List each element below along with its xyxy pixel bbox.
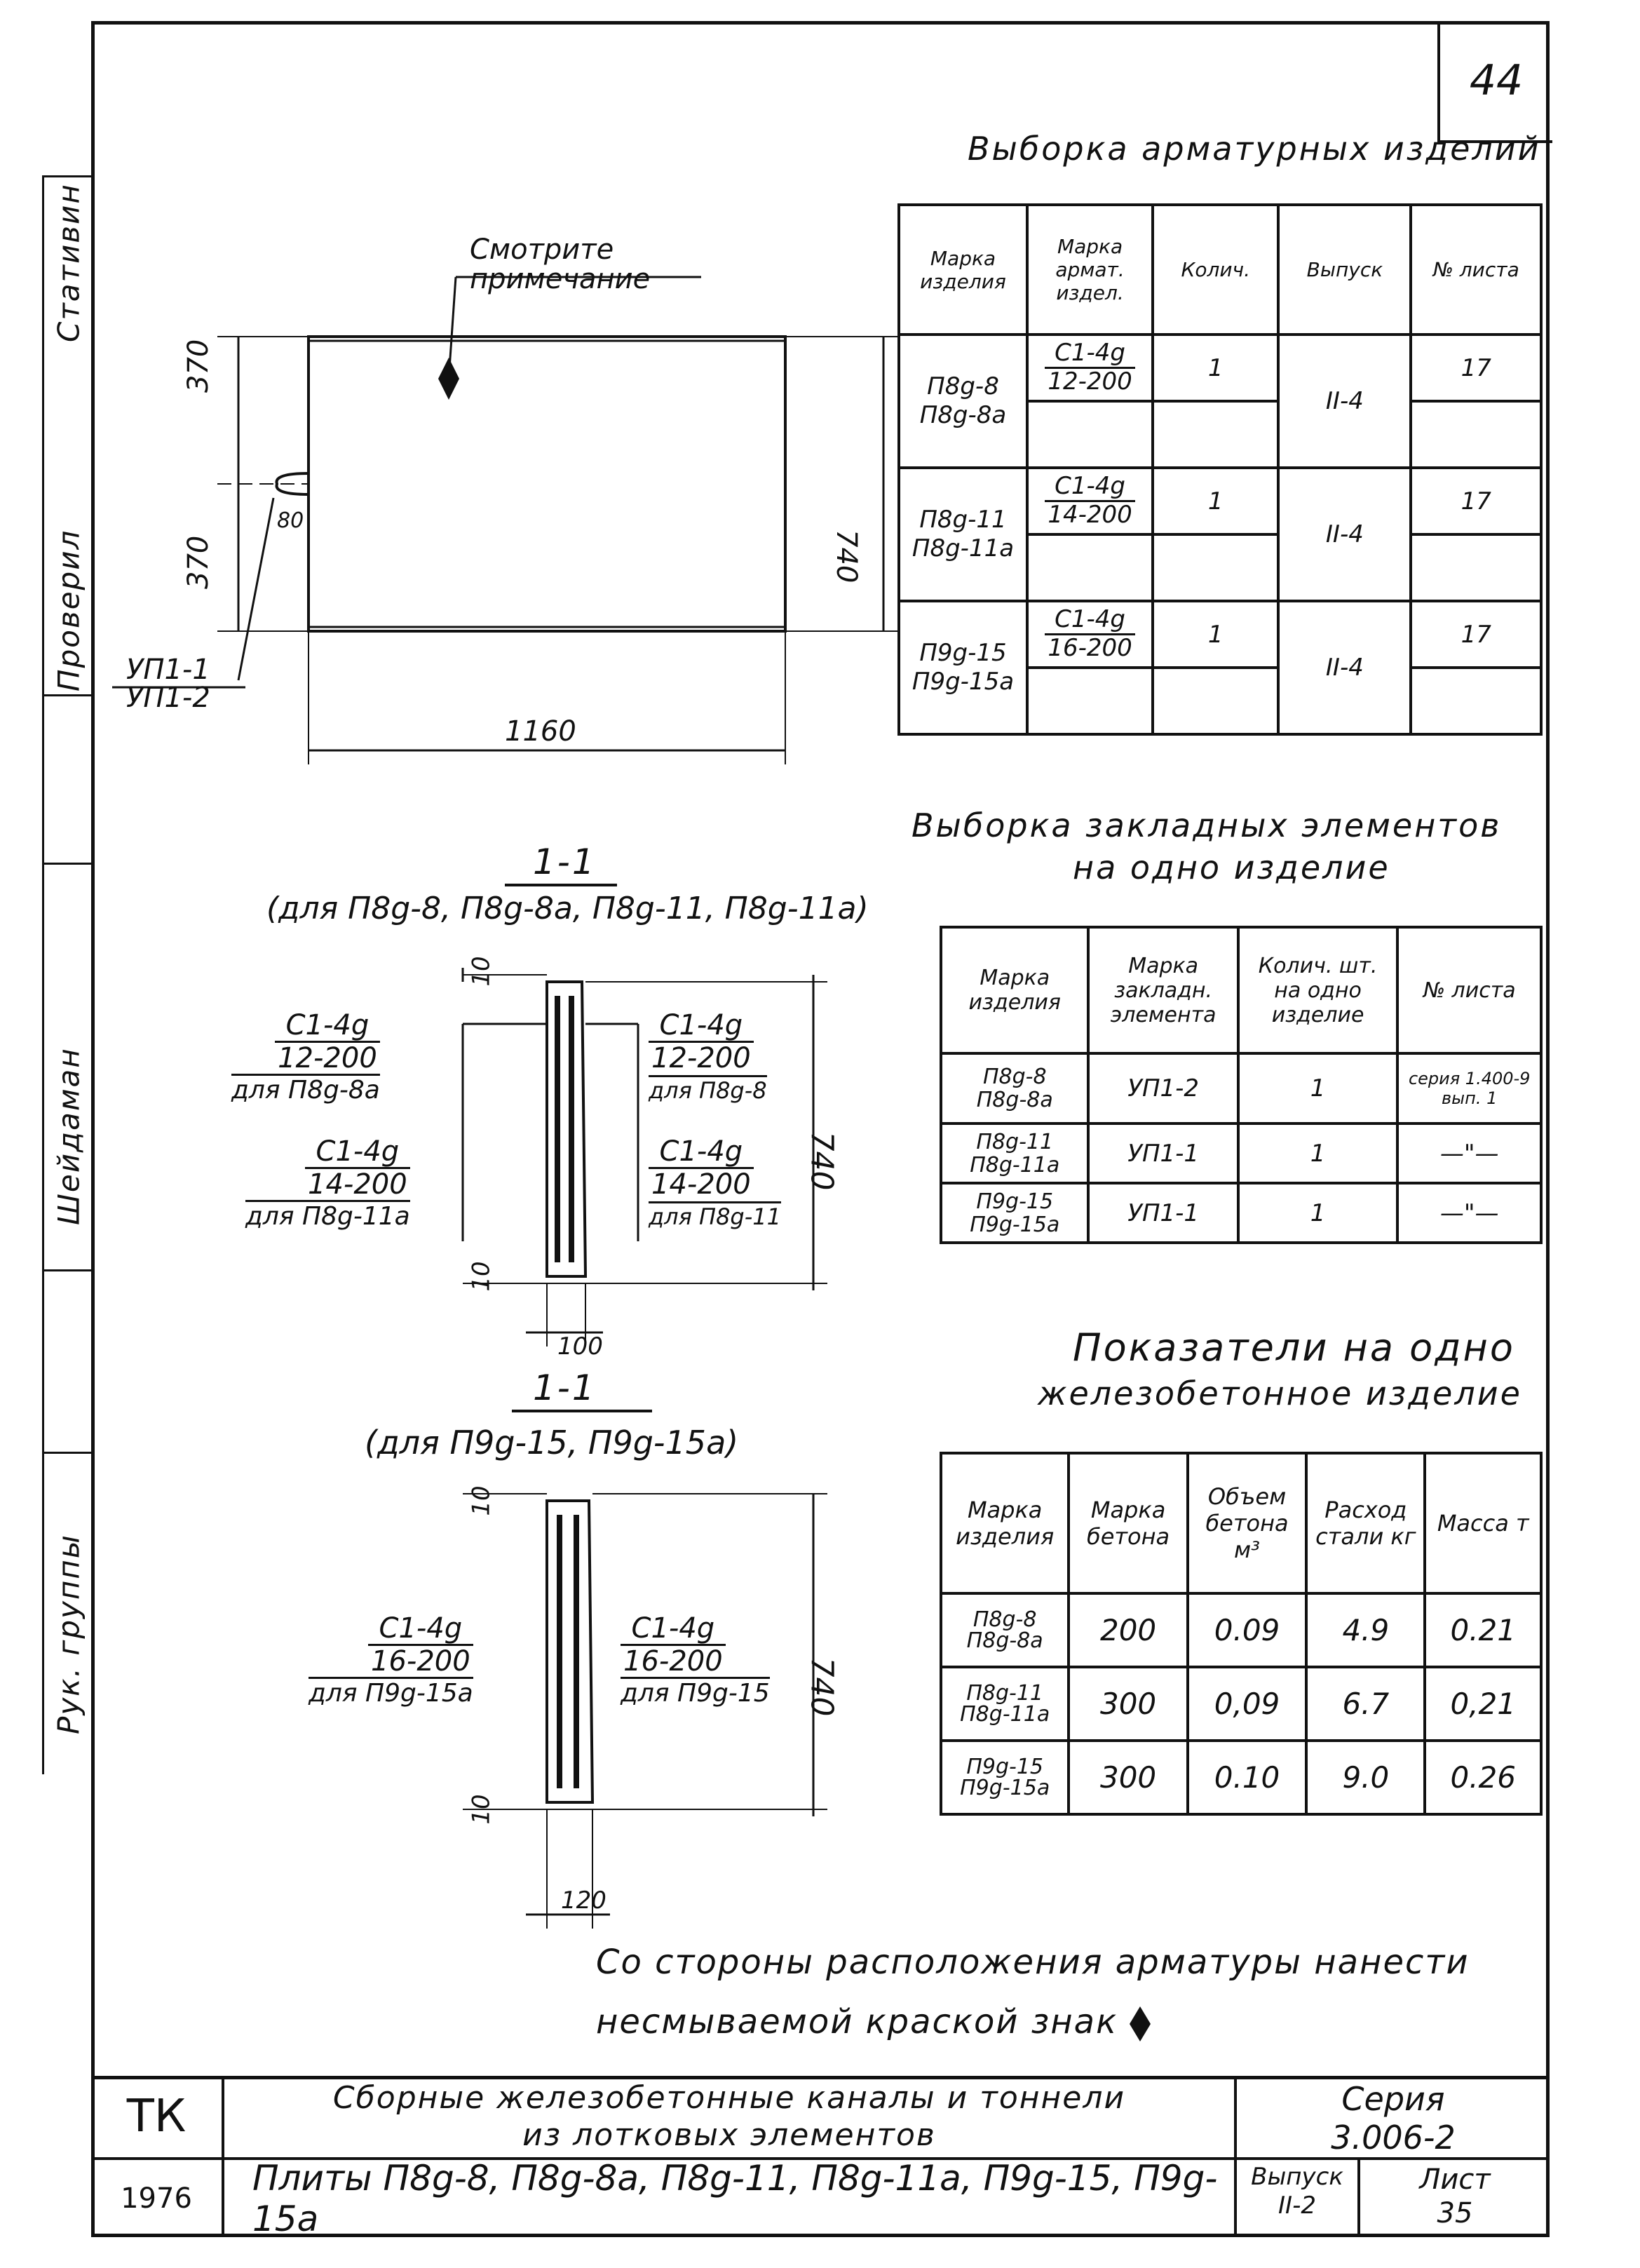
section-a-subtitle: (для П8g-8, П8g-8a, П8g-11, П8g-11a) [266, 891, 869, 926]
col-header: Колич. [1153, 205, 1278, 335]
section-b-title: 1-1 [533, 1368, 597, 1408]
section-a-left-label-1: $\frac{С1-4g}{12-200}$ для П8g-8а [231, 1009, 380, 1105]
note-callout: Смотрите примечание [470, 234, 651, 295]
section-a-dim-bottom: 10 [467, 1261, 496, 1292]
table-row: П8g-11 П8g-11a $\frac{С1-4g}{14-200}$ 1 II-4 17 [899, 468, 1541, 534]
table-header-row [941, 1453, 1541, 1593]
col-header: Марка изделия [941, 927, 1088, 1053]
dim-bottom-370: 370 [182, 535, 215, 589]
stamp-subtitle: Плиты П8g-8, П8g-8a, П8g-11, П8g-11a, П9g-15, П9g-15a [252, 2158, 1218, 2239]
title-block [91, 2076, 1550, 2237]
indicators-table [940, 1452, 1543, 1816]
col-header: Колич. шт. на одно изделие [1238, 927, 1398, 1053]
reinforcement-table [897, 203, 1543, 736]
section-a-title-underline [505, 882, 617, 888]
table2-title-line1: Выборка закладных элементов [912, 806, 1502, 844]
bottom-note-line2: несмываемой краской знак [596, 2002, 1151, 2041]
sidebar-role-1: Стативин [51, 183, 86, 343]
table-row: П9g-15 П9g-15a $\frac{С1-4g}{16-200}$ 1 II-4 17 [899, 601, 1541, 668]
section-b-dim-top: 10 [467, 1485, 496, 1516]
signature-sidebar [42, 175, 93, 1774]
table-row: П8g-8 П8g-8a $\frac{С1-4g}{12-200}$ 1 II-4 17 [899, 335, 1541, 401]
sidebar-divider [44, 1269, 93, 1271]
stamp-year: 1976 [91, 2160, 224, 2237]
sidebar-divider [44, 1452, 93, 1454]
col-header: № листа [1411, 205, 1541, 335]
section-b-dim-width: 120 [561, 1886, 606, 1915]
table-header-row [899, 205, 1541, 335]
section-b-dim-height: 740 [804, 1657, 840, 1717]
table1-title: Выборка арматурных изделий [968, 130, 1541, 168]
col-header: Марка изделия [899, 205, 1027, 335]
col-header: Марка изделия [941, 1453, 1069, 1593]
table3-title-line1: Показатели на одно [1073, 1325, 1515, 1370]
section-b-dim-bottom: 10 [467, 1794, 496, 1825]
stamp-title: Сборные железобетонные каналы и тоннели из лотковых элементов [224, 2076, 1234, 2160]
table-row: П8g-8 П8g-8a 200 0.09 4.9 0.21 [941, 1593, 1541, 1667]
section-b-right-label: $\frac{С1-4g}{16-200}$ для П9g-15 [621, 1612, 770, 1708]
bottom-note-line1: Со стороны расположения арматуры нанести [596, 1943, 1470, 1982]
col-header: Марка армат. издел. [1027, 205, 1153, 335]
sidebar-role-4: Рук. группы [51, 1534, 86, 1734]
section-a-title: 1-1 [533, 842, 597, 882]
table-row: П8g-8 П8g-8a УП1-2 1 серия 1.400-9 вып. 1 [941, 1053, 1541, 1123]
section-a-dim-width: 100 [557, 1332, 603, 1361]
table2-title-line2: на одно изделие [1073, 849, 1390, 886]
col-header: Выпуск [1278, 205, 1411, 335]
table-header-row [941, 927, 1541, 1053]
embedded-elements-table [940, 926, 1543, 1244]
col-header: № листа [1397, 927, 1541, 1053]
section-a-right-label-1: $\frac{С1-4g}{12-200}$ для П8g-8 [649, 1009, 767, 1104]
col-header: Расход стали кг [1306, 1453, 1425, 1593]
stamp-issue: Выпуск II-2 [1234, 2160, 1360, 2237]
sidebar-role-3: Шейдаман [51, 1047, 86, 1225]
col-header: Марка закладн. элемента [1088, 927, 1238, 1053]
sidebar-role-2: Проверил [51, 529, 86, 691]
col-header: Объем бетона м³ [1188, 1453, 1306, 1593]
section-b-left-label: $\frac{С1-4g}{16-200}$ для П9g-15a [309, 1612, 473, 1708]
dim-top-370: 370 [182, 339, 215, 393]
table-row: П8g-11 П8g-11a 300 0,09 6.7 0,21 [941, 1667, 1541, 1741]
marker-sign-icon [438, 358, 459, 400]
stamp-sheet: Лист 35 [1419, 2164, 1491, 2229]
col-header: Масса т [1425, 1453, 1541, 1593]
dim-loop-80: 80 [277, 508, 304, 533]
slab-outline [309, 337, 785, 631]
dim-width-1160: 1160 [505, 715, 576, 748]
section-a-dim-height: 740 [804, 1131, 840, 1191]
stamp-org: ТК [91, 2076, 224, 2160]
section-a-left-label-2: $\frac{С1-4g}{14-200}$ для П8g-11а [245, 1135, 410, 1231]
table-row: П8g-11 П8g-11a УП1-1 1 —"— [941, 1123, 1541, 1183]
marker-sign-icon [1130, 2006, 1151, 2041]
loop-marks: УП1-1 УП1-2 [126, 654, 210, 714]
table3-title-line2: железобетонное изделие [1038, 1375, 1522, 1412]
dim-height-740: 740 [830, 529, 862, 583]
stamp-series: Серия 3.006-2 [1234, 2076, 1550, 2160]
section-b-title-underline [512, 1408, 652, 1414]
table-row: П9g-15 П9g-15a УП1-1 1 —"— [941, 1183, 1541, 1243]
section-a-right-label-2: $\frac{С1-4g}{14-200}$ для П8g-11 [649, 1135, 781, 1230]
page-number: 44 [1437, 21, 1552, 143]
section-a-dim-top: 10 [467, 956, 496, 987]
col-header: Марка бетона [1069, 1453, 1187, 1593]
sidebar-divider [44, 863, 93, 865]
table-row: П9g-15 П9g-15a 300 0.10 9.0 0.26 [941, 1741, 1541, 1814]
section-b-subtitle: (для П9g-15, П9g-15a) [365, 1424, 739, 1462]
